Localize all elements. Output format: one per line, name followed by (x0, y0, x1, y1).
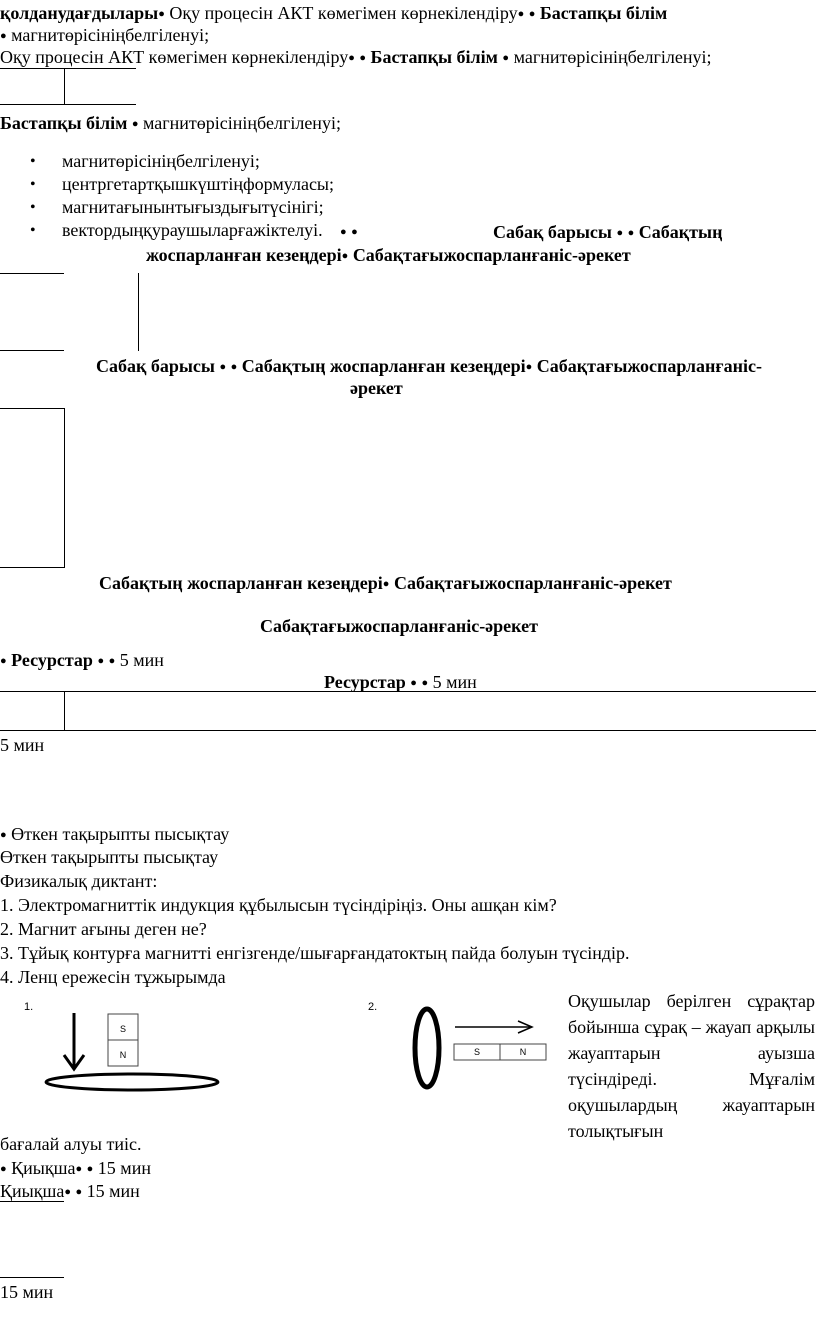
review-title: Өткен тақырыпты пысықтау (11, 824, 230, 844)
scissors-bullet-line: ● Қиықша● ● 15 мин (0, 1158, 151, 1178)
divider (0, 567, 64, 568)
divider (0, 104, 136, 105)
answer-paragraph-end: бағалай алуы тиіс. (0, 1134, 142, 1154)
bullet-pair: ● ● (340, 226, 358, 238)
lesson-stages-label: Сабақтың (638, 222, 723, 242)
magnet-s-label: S (119, 1024, 127, 1034)
scissors-line: Қиықша● ● 15 мин (0, 1181, 140, 1201)
figure-2-number: 2. (368, 1001, 378, 1013)
basic-knowledge-line: Бастапқы білім ● магнитөрісініңбелгіленуі; (0, 113, 341, 133)
divider (0, 408, 64, 409)
activity-text: Сабақтағыжоспарланғаніс-әрекет (393, 573, 672, 593)
stages-text: жоспарланған кезеңдері (146, 245, 342, 265)
question-item: 4. Ленц ережесін тұжырымда (0, 967, 226, 987)
knowledge-list (0, 150, 334, 242)
magnet-n-label: N (119, 1050, 127, 1060)
divider (0, 68, 136, 69)
review-bullet-line: ● Өткен тақырыпты пысықтау (0, 824, 230, 844)
header-line-1: қолданудағдылары● Оқу процесін АКТ көмегімен көрнекілендіру● ● Бастапқы білім (0, 3, 668, 23)
time-15min: 15 мин (97, 1158, 151, 1178)
divider (0, 1277, 64, 1278)
question-item: 2. Магнит ағыны деген не? (0, 919, 207, 939)
question-item: 1. Электромагниттік индукция құбылысын түсіндіріңіз. Оны ашқан кім? (0, 895, 557, 915)
lesson-course-label: Сабақ барысы (493, 222, 612, 242)
time-5min: 5 мин (119, 650, 164, 670)
divider (64, 68, 65, 104)
list-item: • магнитағынынтығыздығытүсінігі; (0, 196, 334, 219)
divider (64, 691, 65, 730)
answer-paragraph: Оқушылар берілген сұрақтар бойынша сұрақ – жауап арқылы жауаптарын ауызша түсіндіреді. Мұғалім оқушылардың жауаптарын толықтығын (568, 991, 815, 1141)
basic-knowledge-label: Бастапқы білім (539, 3, 668, 23)
lesson-heading-block: Сабақ барысы ● ● Сабақтың жоспарланған кезеңдері● Сабақтағыжоспарланғаніс- (96, 356, 762, 376)
activity-text: Сабақтағыжоспарланғаніс- (536, 356, 762, 376)
time-5min: 5 мин (432, 672, 477, 692)
review-title: Өткен тақырыпты пысықтау (0, 847, 219, 867)
magnetic-field-text-2: магнитөрісініңбелгіленуі; (513, 47, 712, 67)
divider (138, 273, 139, 351)
magnetic-field-text: магнитөрісініңбелгіленуі; (11, 25, 210, 45)
lesson-course-label: Сабақ барысы (96, 356, 215, 376)
time-15min: 15 мин (86, 1181, 140, 1201)
magnet-n-label: N (519, 1047, 527, 1057)
list-item: • магнитөрісініңбелгіленуі; (0, 150, 334, 173)
basic-knowledge-heading: Бастапқы білім (0, 113, 128, 133)
dictation-label: Физикалық диктант: (0, 871, 158, 891)
skills-label: қолданудағдылары (0, 3, 159, 23)
magnet-s-label: S (473, 1047, 481, 1057)
visualization-text: Оқу процесін АКТ көмегімен көрнекілендіру (164, 3, 518, 23)
question-item: 3. Тұйық контурға магнитті енгізгенде/шығарғандатоктың пайда болуын түсіндір. (0, 943, 630, 963)
resources-line: ● Ресурстар ● ● 5 мин (0, 650, 164, 670)
resources-label: Ресурстар (11, 650, 93, 670)
scissors-label: Қиықша (11, 1158, 76, 1178)
stages-text: Сабақтың жоспарланған кезеңдері (241, 356, 526, 376)
lesson-stages-line: жоспарланған кезеңдері● Сабақтағыжоспарланғаніс-әрекет (146, 245, 631, 265)
header-line-2: ● магнитөрісініңбелгіленуі; (0, 25, 210, 45)
list-item: • центргетартқышкүштіңформуласы; (0, 173, 334, 196)
divider (0, 273, 64, 274)
resources-heading: Ресурстар ● ● 5 мин (324, 672, 477, 692)
divider (0, 691, 816, 692)
time-5min: 5 мин (0, 735, 45, 755)
resources-label: Ресурстар (324, 672, 406, 692)
divider (0, 730, 816, 731)
visualization-text-2: Оқу процесін АКТ көмегімен көрнекілендіру (0, 47, 349, 67)
scissors-label: Қиықша (0, 1181, 65, 1201)
divider (0, 350, 64, 351)
magnet-coil-figure-1 (30, 1005, 220, 1095)
activity-text-end: әрекет (350, 378, 403, 398)
stages-text: Сабақтың жоспарланған кезеңдері (99, 573, 383, 593)
time-15min: 15 мин (0, 1282, 54, 1302)
lesson-course-line: Сабақ барысы ● ● Сабақтың (493, 222, 723, 242)
header-line-3: Оқу процесін АКТ көмегімен көрнекілендіру● ● Бастапқы білім ● магнитөрісініңбелгіленуі; (0, 47, 712, 67)
divider (0, 1201, 64, 1202)
stages-heading: Сабақтың жоспарланған кезеңдері● Сабақтағыжоспарланғаніс-әрекет (99, 573, 672, 593)
activity-text: Сабақтағыжоспарланғаніс-әрекет (352, 245, 631, 265)
activity-heading: Сабақтағыжоспарланғаніс-әрекет (260, 616, 538, 636)
figure-1-number: 1. (24, 1001, 34, 1013)
basic-knowledge-label-2: Бастапқы білім (370, 47, 498, 67)
magnet-coil-figure-2 (400, 1005, 560, 1095)
list-item: • вектордыңқураушыларғажіктелуі. (0, 219, 334, 242)
divider (64, 408, 65, 568)
basic-knowledge-text: магнитөрісініңбелгіленуі; (143, 113, 341, 133)
